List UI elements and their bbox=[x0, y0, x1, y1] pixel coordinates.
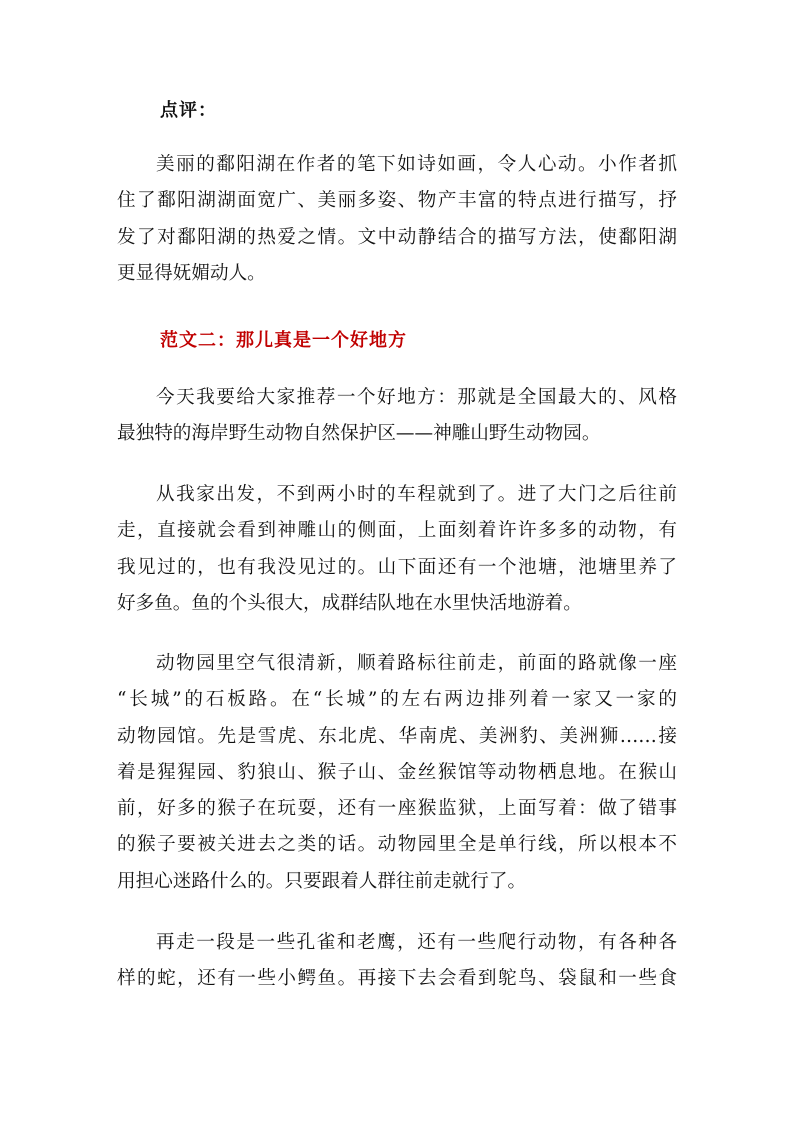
text-line: 发了对鄱阳湖的热爱之情。文中动静结合的描写方法，使鄱阳湖 bbox=[117, 226, 677, 248]
text-line: 的猴子要被关进去之类的话。动物园里全是单行线，所以根本不 bbox=[117, 834, 677, 856]
text-line: 动物园馆。先是雪虎、东北虎、华南虎、美洲豹、美洲狮……接 bbox=[117, 725, 677, 747]
text-line: 更显得妩媚动人。 bbox=[117, 262, 266, 284]
text-line: 动物园里空气很清新，顺着路标往前走，前面的路就像一座 bbox=[156, 653, 677, 674]
text-line: 好多鱼。鱼的个头很大，成群结队地在水里快活地游着。 bbox=[117, 592, 582, 614]
text-line: 前，好多的猴子在玩耍，还有一座猴监狱，上面写着：做了错事 bbox=[117, 798, 677, 820]
text-line: 最独特的海岸野生动物自然保护区——神雕山野生动物园。 bbox=[117, 423, 601, 445]
essay-title: 范文二：那儿真是一个好地方 bbox=[160, 330, 407, 351]
text-line: “长城”的石板路。在“长城”的左右两边排列着一家又一家的 bbox=[117, 689, 677, 711]
text-line: 走，直接就会看到神雕山的侧面，上面刻着许许多多的动物，有 bbox=[117, 520, 677, 542]
text-line: 住了鄱阳湖湖面宽广、美丽多姿、物产丰富的特点进行描写，抒 bbox=[117, 190, 677, 212]
text-line: 着是猩猩园、豹狼山、猴子山、金丝猴馆等动物栖息地。在猴山 bbox=[117, 761, 677, 783]
review-paragraph bbox=[117, 147, 677, 292]
text-line: 用担心迷路什么的。只要跟着人群往前走就行了。 bbox=[117, 870, 527, 892]
text-line: 今天我要给大家推荐一个好地方：那就是全国最大的、风格 bbox=[156, 387, 677, 408]
essay-paragraph bbox=[117, 925, 677, 998]
essay-paragraph bbox=[117, 477, 677, 622]
review-heading: 点评： bbox=[160, 100, 217, 121]
essay-paragraph bbox=[117, 380, 677, 453]
essay-paragraph bbox=[117, 646, 677, 900]
text-line: 从我家出发，不到两小时的车程就到了。进了大门之后往前 bbox=[156, 484, 677, 505]
text-line: 我见过的，也有我没见过的。山下面还有一个池塘，池塘里养了 bbox=[117, 556, 677, 578]
text-line: 再走一段是一些孔雀和老鹰，还有一些爬行动物，有各种各 bbox=[156, 932, 677, 953]
text-line: 美丽的鄱阳湖在作者的笔下如诗如画，令人心动。小作者抓 bbox=[156, 154, 677, 175]
text-line: 样的蛇，还有一些小鳄鱼。再接下去会看到鸵鸟、袋鼠和一些食 bbox=[117, 968, 677, 990]
